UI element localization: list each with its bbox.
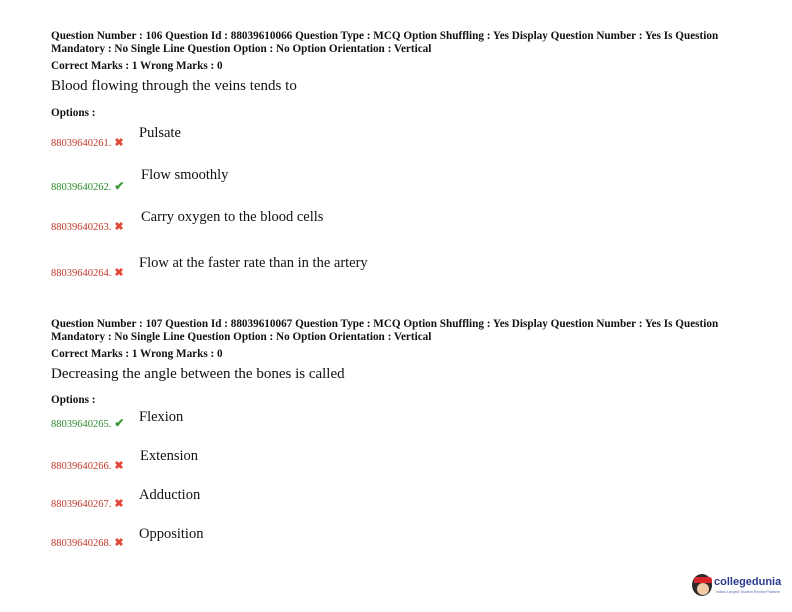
option-id: 88039640266. — [51, 461, 112, 472]
collegedunia-logo — [692, 572, 786, 602]
option-row — [51, 497, 124, 510]
question-marks: Correct Marks : 1 Wrong Marks : 0 — [51, 348, 223, 360]
option-row — [51, 459, 124, 472]
cross-icon: ✖ — [114, 537, 124, 549]
option-id: 88039640261. — [51, 138, 112, 149]
mascot-icon — [692, 574, 712, 596]
option-text: Flow at the faster rate than in the artery — [139, 255, 368, 271]
cross-icon: ✖ — [114, 221, 124, 233]
question-text: Blood flowing through the veins tends to — [51, 78, 297, 94]
question-meta: Question Number : 106 Question Id : 88039610066 Question Type : MCQ Option Shuffling : Yes Display Question Number : Yes Is Question Mandatory : No Single Line Question Option : No Option Orientation : Vertical — [51, 30, 719, 55]
option-id: 88039640264. — [51, 268, 112, 279]
option-id: 88039640263. — [51, 222, 112, 233]
option-row — [51, 266, 124, 279]
option-text: Carry oxygen to the blood cells — [141, 209, 324, 225]
logo-name: collegedunia — [714, 576, 782, 588]
question-marks: Correct Marks : 1 Wrong Marks : 0 — [51, 60, 223, 72]
cross-icon: ✖ — [114, 460, 124, 472]
logo-tagline: India's Largest Student Review Platform — [716, 590, 780, 594]
cross-icon: ✖ — [114, 498, 124, 510]
check-icon: ✔ — [114, 416, 125, 430]
cross-icon: ✖ — [114, 267, 124, 279]
option-text: Extension — [140, 448, 198, 464]
option-row — [51, 179, 124, 194]
option-id: 88039640262. — [51, 182, 112, 193]
check-icon: ✔ — [114, 179, 125, 193]
option-text: Opposition — [139, 526, 204, 542]
option-id: 88039640267. — [51, 499, 112, 510]
option-text: Adduction — [139, 487, 201, 503]
option-row — [51, 416, 124, 431]
options-label: Options : — [51, 107, 96, 119]
option-row — [51, 136, 124, 149]
question-meta: Question Number : 107 Question Id : 88039610067 Question Type : MCQ Option Shuffling : Yes Display Question Number : Yes Is Question Mandatory : No Single Line Question Option : No Option Orientation : Vertical — [51, 318, 719, 343]
question-text: Decreasing the angle between the bones is called — [51, 366, 345, 382]
option-row — [51, 220, 124, 233]
option-text: Flexion — [139, 409, 184, 425]
option-text: Flow smoothly — [141, 167, 229, 183]
option-id: 88039640268. — [51, 538, 112, 549]
cross-icon: ✖ — [114, 137, 124, 149]
options-label: Options : — [51, 394, 96, 406]
option-text: Pulsate — [139, 125, 181, 141]
option-row — [51, 536, 124, 549]
option-id: 88039640265. — [51, 419, 112, 430]
